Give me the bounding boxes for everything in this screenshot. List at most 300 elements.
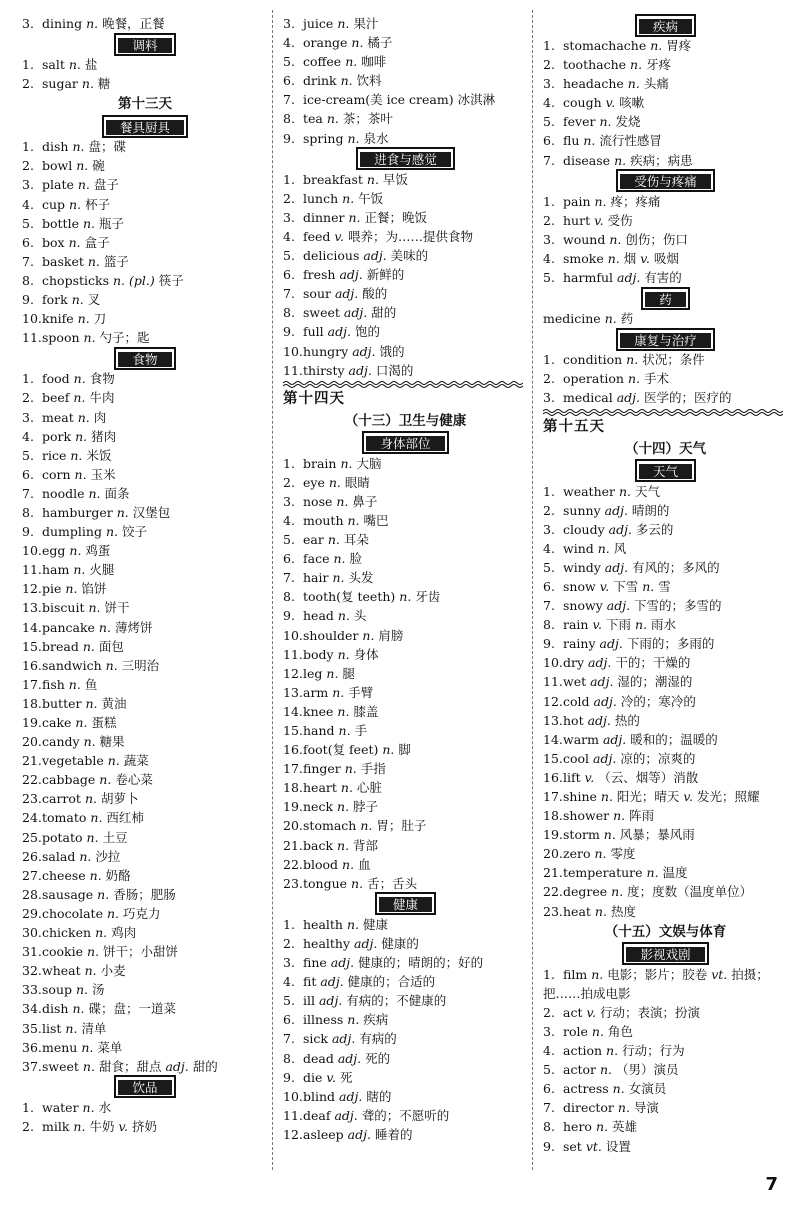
entry-number: 9. (283, 130, 295, 146)
section-title: （十四）天气 (625, 440, 706, 457)
vocab-entry (283, 759, 528, 778)
vocab-entry (283, 170, 528, 189)
entry-meaning: 发烧 (615, 114, 641, 130)
entry-meaning: 行动；表演；扮演 (600, 1004, 701, 1020)
entry-word: ice-cream(美 ice cream) (303, 92, 454, 108)
vocab-entry (543, 350, 788, 369)
vocab-entry (283, 284, 528, 303)
entry-number: 5. (543, 114, 555, 130)
vocab-entry (543, 388, 788, 407)
entry-number: 4. (543, 540, 555, 556)
vocab-entry (283, 14, 528, 33)
entry-word: bottle (42, 215, 79, 231)
entry-pos: n. (366, 171, 379, 187)
entry-word: back (303, 837, 334, 853)
entry-number: 14. (283, 703, 303, 719)
entry-number: 25. (22, 829, 42, 845)
vocab-entry (22, 560, 268, 579)
entry-word: biscuit (42, 600, 85, 616)
entry-word: knife (42, 311, 74, 327)
entry-meaning: 下雨 (606, 617, 632, 633)
vocab-entry (22, 885, 268, 904)
vocab-entry (543, 634, 788, 653)
entry-word: ham (42, 562, 70, 578)
entry-meaning: 咖啡 (361, 54, 387, 70)
entry-number: 2. (283, 474, 295, 490)
entry-pos: adj. (339, 1088, 363, 1104)
entry-number: 4. (543, 1043, 555, 1059)
vocab-entry (22, 675, 268, 694)
vocab-entry (283, 246, 528, 265)
entry-meaning: 叉 (87, 292, 101, 308)
entry-number: 3. (283, 209, 295, 225)
vocab-entry (543, 1137, 788, 1156)
entry-number: 2. (22, 76, 34, 92)
category-header (283, 148, 528, 170)
entry-number: 6. (283, 1012, 295, 1028)
category-header (543, 14, 788, 36)
vocab-entry (283, 568, 528, 587)
entry-number: 5. (543, 270, 555, 286)
vocab-entry (22, 1117, 268, 1136)
vocab-entry (543, 151, 788, 170)
entry-pos: n. (340, 780, 353, 796)
vocab-entry (543, 1003, 788, 1022)
entry-number: 4. (283, 974, 295, 990)
entry-number: 12. (283, 665, 303, 681)
vocab-entry (283, 530, 528, 549)
entry-meaning: 饼干；小甜饼 (103, 944, 179, 960)
entry-word: beef (42, 390, 70, 406)
vocab-entry (22, 252, 268, 271)
entry-word: cheese (42, 867, 86, 883)
entry-word: flu (563, 133, 580, 149)
vocab-entry (543, 806, 788, 825)
entry-word: heart (303, 780, 337, 796)
entry-number: 14. (543, 731, 563, 747)
entry-meaning: 手术 (643, 371, 669, 387)
entry-number: 4. (283, 512, 295, 528)
entry-number: 33. (22, 982, 42, 998)
entry-number: 1. (543, 352, 555, 368)
entry-number: 7. (283, 1031, 295, 1047)
entry-meaning: 脸 (349, 551, 362, 567)
entry-pos: adj. (337, 1050, 362, 1066)
entry-number: 1. (543, 966, 555, 982)
entry-meaning: 热的 (614, 712, 640, 728)
entry-meaning: 心脏 (356, 780, 382, 796)
entry-number: 32. (22, 963, 42, 979)
entry-word: pancake (42, 619, 95, 635)
vocab-entry (283, 626, 528, 645)
entry-word: cloudy (563, 521, 605, 537)
vocab-entry (543, 192, 788, 211)
entry-meaning: 行动；行为 (622, 1043, 685, 1059)
entry-meaning: 盒子 (84, 234, 110, 250)
entry-pos: n. (99, 772, 112, 788)
entry-meaning: 疾病；病患 (630, 152, 693, 168)
entry-number: 3. (22, 409, 34, 425)
entry-pos: n. (591, 1023, 604, 1039)
entry-number: 6. (543, 133, 555, 149)
entry-word: pie (42, 581, 62, 597)
entry-meaning: 猪肉 (91, 428, 117, 444)
category-header (283, 432, 528, 454)
entry-number: 4. (543, 95, 555, 111)
vocab-entry (22, 446, 268, 465)
category-header-label: 健康 (379, 897, 432, 912)
entry-pos: adj. (343, 305, 368, 321)
entry-number: 29. (22, 905, 42, 921)
entry-pos: adj. (320, 974, 344, 990)
entry-word: rice (42, 447, 67, 463)
vocab-entry (543, 615, 788, 634)
entry-pos: n. (347, 130, 360, 146)
category-header-label: 进食与感觉 (360, 152, 451, 167)
entry-pos: n. (611, 884, 624, 900)
entry-meaning: 糖 (97, 76, 111, 92)
entry-word: spoon (42, 330, 80, 346)
entry-word: cup (42, 196, 66, 212)
column-divider (272, 10, 273, 1170)
entry-word: fish (42, 676, 65, 692)
vocab-entry (22, 637, 268, 656)
vocab-entry (543, 672, 788, 691)
entry-number: 7. (543, 152, 555, 168)
day-title: 第十四天 (283, 389, 345, 407)
vocab-entry (543, 1060, 788, 1079)
vocab-entry (283, 52, 528, 71)
entry-pos: n. (90, 810, 103, 826)
entry-meaning: 风暴；暴风雨 (619, 827, 695, 843)
entry-pos: n. (82, 1058, 95, 1074)
entry-word: stomach (303, 818, 357, 834)
vocab-entry (22, 847, 268, 866)
entry-word: rain (563, 617, 589, 633)
vocab-entry (543, 501, 788, 520)
entry-pos: n. (340, 73, 353, 89)
vocab-entry (543, 131, 788, 150)
entry-pos: adj. (593, 693, 617, 709)
entry-number: 19. (22, 715, 42, 730)
entry-word: film (563, 966, 588, 982)
entry-word: potato (42, 829, 83, 845)
entry-meaning: 头痛 (643, 76, 669, 92)
entry-pos: n. (98, 619, 111, 635)
entry-meaning: 阳光；晴天 (616, 789, 680, 804)
entry-number: 8. (22, 272, 34, 288)
entry-word: leg (303, 665, 323, 681)
entry-meaning: 黄油 (101, 695, 127, 711)
entry-pos: n. (326, 665, 339, 681)
entry-meaning: 胃疼 (666, 38, 692, 53)
vocab-entry (22, 770, 268, 789)
entry-pos: adj. (599, 636, 623, 652)
vocab-entry (22, 618, 268, 637)
entry-word: lift (563, 769, 581, 785)
entry-number: 2. (22, 158, 34, 174)
entry-number: 4. (22, 196, 34, 212)
vocab-entry (283, 90, 528, 109)
entry-word: cabbage (42, 772, 96, 788)
entry-word: list (42, 1020, 62, 1036)
vocab-entry (22, 137, 268, 156)
entry-word: pork (42, 428, 72, 444)
entry-meaning: 面条 (104, 485, 130, 501)
entry-pos: n. (326, 111, 339, 127)
entry-number: 10. (283, 627, 303, 643)
entry-number: 2. (22, 1118, 34, 1134)
wavy-divider (283, 380, 528, 388)
entry-pos: n. (82, 638, 95, 654)
entry-number: 37. (22, 1058, 42, 1074)
entry-meaning: 下雪 (613, 578, 639, 594)
entry-pos: n. (618, 483, 632, 499)
entry-meaning: 牛奶 (89, 1118, 115, 1134)
entry-word: vegetable (42, 753, 104, 769)
category-header-label: 调料 (118, 38, 171, 53)
entry-word: cold (563, 693, 590, 709)
entry-pos: n. (83, 734, 96, 750)
entry-word: operation (563, 371, 624, 387)
entry-meaning: 甜的 (192, 1058, 218, 1074)
vocab-entry (283, 492, 528, 511)
entry-meaning: 午饭 (358, 190, 384, 206)
vocab-entry (22, 808, 268, 827)
entry-number: 5. (283, 993, 295, 1009)
vocab-entry (543, 577, 788, 596)
entry-pos: n. (83, 330, 96, 346)
entry-meaning: 医学的；医疗的 (643, 390, 732, 406)
vocab-entry (543, 653, 788, 672)
entry-number: 13. (283, 684, 303, 700)
entry-pos: n. (345, 54, 358, 70)
entry-word: mouth (303, 512, 344, 528)
entry-word: milk (42, 1118, 70, 1134)
entry-pos: adj. (617, 270, 641, 286)
entry-word: temperature (563, 865, 643, 881)
entry-meaning: 糖果 (99, 734, 125, 750)
entry-word: sausage (42, 886, 94, 902)
vocab-entry (283, 227, 528, 246)
entry-pos: n. (347, 512, 360, 528)
entry-meaning: 干的；干燥的 (615, 655, 691, 671)
entry-meaning: 烟 (623, 250, 637, 266)
entry-word: hamburger (42, 504, 113, 520)
entry-number: 22. (283, 856, 303, 872)
entry-number: 22. (543, 884, 563, 900)
entry-pos: v. (640, 250, 650, 266)
entry-pos: n. (68, 676, 81, 692)
entry-pos: n. (73, 1118, 86, 1134)
vocab-entry (22, 980, 268, 999)
category-header-box (635, 459, 696, 482)
vocab-entry (543, 1022, 788, 1041)
entry-pos: v. (605, 95, 616, 111)
entry-word: lunch (303, 190, 339, 206)
entry-meaning: 受伤 (607, 212, 633, 228)
entry-word: finger (303, 761, 341, 777)
category-header (22, 347, 268, 369)
entry-word: sweet (42, 1058, 79, 1074)
entry-word: egg (42, 543, 66, 559)
entry-number: 15. (22, 638, 42, 654)
entry-number: 20. (283, 818, 303, 834)
entry-pos: n. (351, 875, 364, 891)
vocab-entry (283, 606, 528, 625)
vocab-entry (22, 541, 268, 560)
entry-pos: n. (606, 1043, 619, 1059)
entry-word: dish (42, 1001, 69, 1017)
entry-number: 31. (22, 944, 42, 960)
entry-pos: n. (627, 371, 640, 387)
vocab-entry (283, 855, 528, 874)
entry-word: hair (303, 570, 329, 586)
entry-word: juice (303, 16, 334, 31)
entry-pos: n. (583, 133, 596, 149)
entry-number: 23. (543, 903, 563, 919)
entry-pos: n. (65, 1020, 78, 1036)
entry-number: 7. (283, 570, 295, 586)
vocab-entry (283, 991, 528, 1010)
entry-meaning: 碟；盘；一道菜 (88, 1001, 176, 1017)
entry-number: 11. (22, 562, 42, 578)
vocab-entry (22, 732, 268, 751)
entry-word: wind (563, 540, 594, 556)
entry-word: box (42, 234, 65, 250)
entry-pos: adj. (604, 559, 629, 575)
vocab-entry (22, 156, 268, 175)
entry-meaning: 饮料 (356, 73, 382, 89)
entry-pos: adj. (602, 731, 627, 747)
entry-meaning: （云、烟等）消散 (598, 769, 699, 785)
entry-number: 5. (283, 54, 295, 70)
entry-meaning: 鱼 (84, 676, 98, 692)
entry-word: tea (303, 111, 323, 127)
entry-number: 6. (283, 551, 295, 567)
vocab-entry (283, 71, 528, 90)
entry-pos: v. (599, 578, 610, 594)
entry-meaning: 馅饼 (81, 581, 107, 597)
entry-word: cookie (42, 944, 84, 960)
entry-pos: n. (599, 1062, 612, 1078)
category-header-box (356, 147, 455, 170)
entry-meaning: 耳朵 (343, 532, 369, 548)
entry-word: health (303, 916, 343, 932)
vocab-entry (22, 309, 268, 328)
entry-meaning: 暖和的；温暖的 (630, 731, 718, 747)
entry-number: 2. (543, 57, 555, 73)
entry-pos: n. (346, 916, 359, 932)
entry-meaning: 鼻子 (352, 493, 378, 509)
entry-pos: n. (340, 455, 353, 471)
entry-meaning: 凉的；凉爽的 (620, 750, 696, 766)
entry-word: shoulder (303, 627, 359, 643)
entry-meaning: 蛋糕 (91, 715, 117, 730)
entry-meaning: 有病的 (359, 1031, 397, 1047)
entry-meaning: 盐 (84, 57, 98, 73)
entry-meaning: 温度 (662, 865, 688, 881)
entry-pos: n. (105, 657, 118, 673)
entry-word: menu (42, 1039, 78, 1055)
entry-meaning: 饼干 (104, 600, 130, 616)
vocab-entry (543, 692, 788, 711)
entry-meaning: 肩膀 (378, 627, 404, 643)
entry-number: 1. (283, 171, 295, 187)
vocab-entry (543, 965, 788, 984)
entry-word: blind (303, 1088, 336, 1104)
entry-number: 3. (283, 493, 295, 509)
entry-number: 26. (22, 848, 42, 864)
entry-word: fine (303, 955, 327, 971)
entry-number: 28. (22, 886, 42, 902)
entry-pos: adj. (318, 993, 343, 1009)
vocab-entry (22, 942, 268, 961)
entry-word: spring (303, 130, 344, 146)
entry-meaning: 晴朗的 (631, 502, 670, 518)
entry-meaning: 阵雨 (629, 808, 655, 824)
category-header-label: 受伤与疼痛 (620, 174, 711, 189)
entry-pos: n. (337, 799, 350, 815)
entry-meaning: 风 (613, 540, 627, 556)
entry-word: bread (42, 638, 79, 654)
entry-pos: n. (382, 742, 395, 758)
entry-word: dry (563, 655, 585, 671)
entry-pos: n. (642, 578, 655, 594)
entry-meaning: 舌；舌头 (367, 875, 418, 891)
entry-pos: n. (88, 600, 101, 616)
section-title: 第十三天 (118, 96, 172, 113)
entry-pos: adj. (608, 521, 632, 537)
entry-word: illness (303, 1012, 344, 1028)
entry-word: harmful (563, 270, 614, 286)
entry-word: hungry (303, 343, 349, 359)
entry-meaning: 咳嗽 (619, 95, 645, 111)
vocab-entry (22, 694, 268, 713)
vocab-entry (283, 874, 528, 893)
entry-meaning: 手指 (360, 761, 386, 777)
entry-number: 3. (543, 231, 555, 247)
entry-word: dish (42, 139, 69, 155)
entry-word: delicious (303, 248, 360, 264)
entry-pos: n. (89, 867, 102, 883)
entry-number: 18. (543, 808, 563, 824)
entry-pos: adj. (165, 1058, 189, 1074)
vocab-entry (543, 93, 788, 112)
entry-pos: n. (348, 209, 361, 225)
entry-number: 10. (283, 343, 303, 359)
entry-meaning: 脖子 (353, 799, 379, 815)
entry-pos: n. (646, 865, 659, 881)
entry-pos: adj. (588, 655, 612, 671)
entry-word: chicken (42, 925, 92, 941)
vocab-entry (22, 465, 268, 484)
entry-number: 11. (283, 1107, 303, 1123)
entry-number: 5. (22, 447, 34, 463)
entry-pos: n. (69, 196, 82, 212)
entry-pos: n. (73, 390, 86, 406)
entry-number: 4. (22, 428, 34, 444)
category-header-box (622, 942, 708, 965)
entry-number: 11. (22, 330, 42, 346)
entry-number: 15. (543, 750, 563, 766)
vocab-entry (22, 579, 268, 598)
entry-word: noodle (42, 485, 85, 501)
entry-word: body (303, 646, 334, 662)
entry-pos: n. (337, 703, 350, 719)
entry-meaning: 汤 (92, 982, 105, 998)
entry-meaning: 大脑 (356, 455, 382, 471)
